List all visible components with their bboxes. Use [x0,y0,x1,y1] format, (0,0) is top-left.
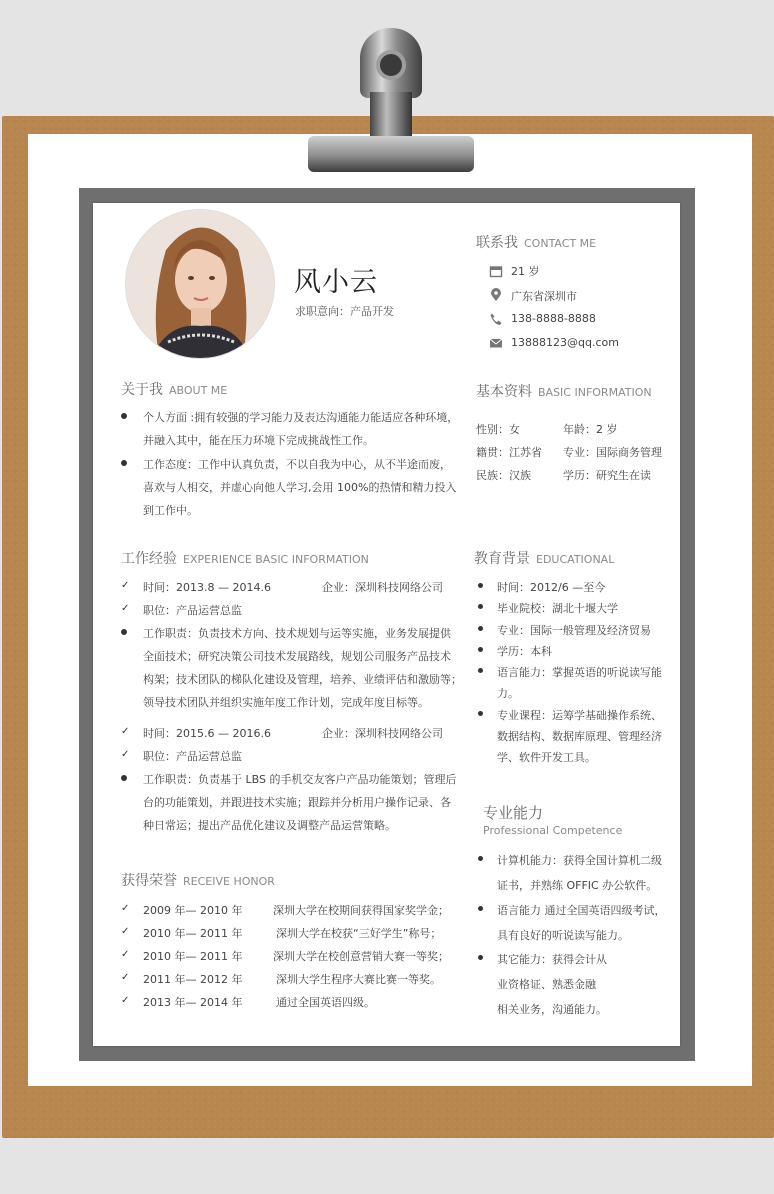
job-intent: 求职意向：产品开发 [295,305,394,318]
honor-year: 2010 年— 2011 年 [143,950,243,963]
clip-hole [376,50,406,80]
bullet-icon [121,775,127,781]
about-line: 工作态度：工作中认真负责，不以自我为中心，从不半途而废， [143,458,451,471]
basic-gender: 性别：女 [476,423,520,436]
about-line: 个人方面 :拥有较强的学习能力及表达沟通能力能适应各种环境， [143,411,459,424]
edu-line: 语言能力：掌握英语的听说读写能 [497,666,662,679]
edu-line: 学历：本科 [497,645,552,658]
skill-line: 证书，并熟练 OFFIC 办公软件。 [497,879,658,892]
skill-line: 业资格证、熟悉金融 [497,978,596,991]
check-icon: ✓ [121,603,130,614]
honor-desc: 通过全国英语四级。 [276,996,375,1009]
basic-age: 年龄：2 岁 [563,423,618,436]
avatar [125,209,275,359]
honor-year: 2010 年— 2011 年 [143,927,243,940]
bullet-icon [121,629,127,635]
bullet-icon [121,460,127,466]
location-pin-icon [489,288,503,302]
edu-line: 专业：国际一般管理及经济贸易 [497,624,651,637]
honor-desc: 深圳大学在校创意营销大赛一等奖； [273,950,449,963]
job-company: 企业：深圳科技网络公司 [322,581,443,594]
edu-line: 数据结构、数据库原理、管理经济 [497,730,662,743]
clip-base [308,136,474,172]
about-line: 喜欢与人相交，并虚心向他人学习,会用 100%的热情和精力投入 [143,481,457,494]
job-duty: 种日常运；提出产品优化建议及调整产品运营策略。 [143,819,396,832]
mail-icon [489,336,503,350]
job-company: 企业：深圳科技网络公司 [322,727,443,740]
check-icon: ✓ [121,972,130,983]
skill-line: 相关业务，沟通能力。 [497,1003,607,1016]
bullet-icon [478,668,483,673]
about-heading: 关于我 ABOUT ME [121,382,228,398]
job-role: 职位：产品运营总监 [143,750,242,763]
edu-line: 毕业院校：湖北十堰大学 [497,602,618,615]
bullet-icon [478,856,483,861]
bullet-icon [478,955,483,960]
job-duty: 领导技术团队并组织实施年度工作计划，完成年度目标等。 [143,696,429,709]
check-icon: ✓ [121,749,130,760]
job-duty: 台的功能策划，并跟进技术实施；跟踪并分析用户操作记录、各 [143,796,451,809]
clip-stem [370,92,412,138]
honor-year: 2011 年— 2012 年 [143,973,243,986]
check-icon: ✓ [121,995,130,1006]
check-icon: ✓ [121,580,130,591]
honor-year: 2009 年— 2010 年 [143,904,243,917]
job-duty: 工作职责：负责技术方向、技术规划与运等实施，业务发展提供 [143,627,451,640]
bullet-icon [121,413,127,419]
check-icon: ✓ [121,726,130,737]
about-line: 到工作中。 [143,504,198,517]
basic-heading: 基本资料 BASIC INFORMATION [476,384,652,400]
edu-line: 学、软件开发工具。 [497,751,596,764]
skill-line: 具有良好的听说读写能力。 [497,929,629,942]
skills-subheading: Professional Competence [483,824,623,837]
contact-email: 13888123@qq.com [511,336,619,349]
phone-icon [489,312,503,326]
bullet-icon [478,906,483,911]
job-duty: 构架；技术团队的梯队化建设及管理，培养、业绩评估和激励等； [143,673,462,686]
honor-desc: 深圳大学在校期间获得国家奖学金； [273,904,449,917]
education-heading: 教育背景 EDUCATIONAL [474,551,615,567]
check-icon: ✓ [121,903,130,914]
honor-desc: 深圳大学生程序大赛比赛一等奖。 [276,973,441,986]
basic-major: 专业：国际商务管理 [563,446,662,459]
honor-year: 2013 年— 2014 年 [143,996,243,1009]
skill-line: 计算机能力：获得全国计算机二级 [497,854,662,867]
contact-heading: 联系我 CONTACT ME [476,235,597,251]
basic-ethnic: 民族：汉族 [476,469,531,482]
bullet-icon [478,604,483,609]
skill-line: 语言能力 通过全国英语四级考试， [497,904,666,917]
job-duty: 工作职责：负责基于 LBS 的手机交友客户产品功能策划；管理后 [143,773,457,786]
edu-line: 专业课程：运筹学基础操作系统、 [497,709,662,722]
contact-age: 21 岁 [511,265,540,278]
bullet-icon [478,583,483,588]
job-time: 时间：2013.8 — 2014.6 [143,581,271,594]
basic-native: 籍贯：江苏省 [476,446,542,459]
skill-line: 其它能力：获得会计从 [497,953,607,966]
edu-line: 力。 [497,687,519,700]
check-icon: ✓ [121,949,130,960]
contact-location: 广东省深圳市 [511,290,577,303]
contact-phone: 138-8888-8888 [511,312,596,325]
about-line: 并融入其中，能在压力环境下完成挑战性工作。 [143,434,374,447]
bullet-icon [478,626,483,631]
job-duty: 全面技术；研究决策公司技术发展路线，规划公司服务产品技术 [143,650,451,663]
bullet-icon [478,711,483,716]
skills-heading: 专业能力 [483,804,544,822]
calendar-icon [489,264,503,278]
job-time: 时间：2015.6 — 2016.6 [143,727,271,740]
honor-desc: 深圳大学在校获“三好学生”称号； [276,927,442,940]
experience-heading: 工作经验 EXPERIENCE BASIC INFORMATION [121,551,369,567]
edu-line: 时间：2012/6 —至今 [497,581,606,594]
honor-heading: 获得荣誉 RECEIVE HONOR [121,873,275,889]
candidate-name: 风小云 [294,267,378,298]
basic-degree: 学历：研究生在读 [563,469,651,482]
check-icon: ✓ [121,926,130,937]
bullet-icon [478,647,483,652]
job-role: 职位：产品运营总监 [143,604,242,617]
